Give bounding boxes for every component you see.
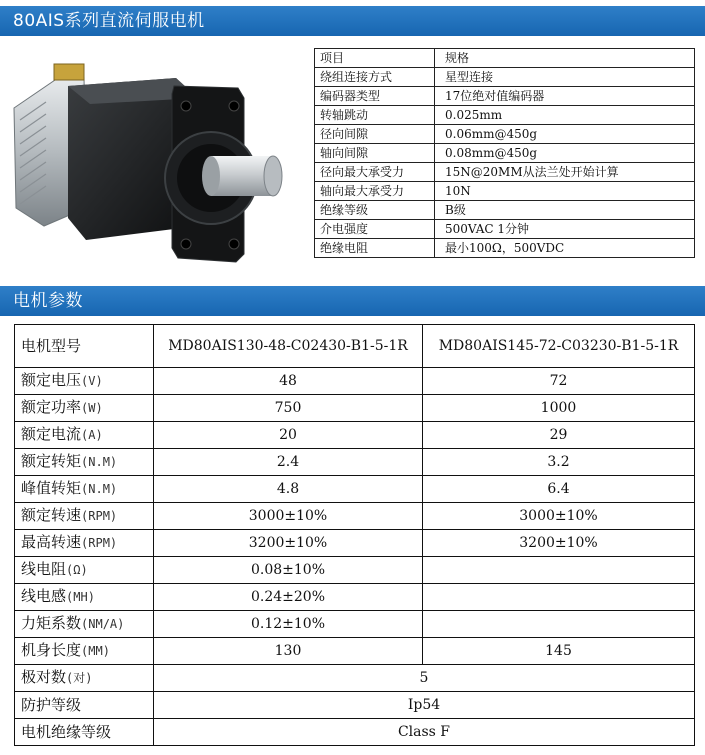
table-row [15, 422, 695, 449]
table-row [15, 530, 695, 557]
shared-value: Ip54 [154, 692, 695, 719]
row-unit: (W) [81, 401, 103, 415]
row-unit: (MM) [81, 644, 110, 658]
row-label [15, 395, 154, 422]
row-label-text: 最高转速 [21, 533, 82, 551]
row-label-text: 电机绝缘等级 [21, 722, 112, 741]
table-row [15, 638, 695, 665]
row-label-text: 额定功率 [21, 398, 82, 416]
spec-value: B级 [435, 201, 695, 220]
table-row [315, 106, 695, 125]
model-1-value: 0.24±20% [154, 584, 423, 611]
spec-value: 0.08mm@450g [435, 144, 695, 163]
model-2-value: 6.4 [423, 476, 695, 503]
table-row [15, 368, 695, 395]
model-2-value [423, 557, 695, 584]
row-label-text: 额定电压 [21, 371, 82, 389]
spec-value: 15N@20MM从法兰处开始计算 [435, 163, 695, 182]
model-2-name: MD80AIS145-72-C03230-B1-5-1R [423, 325, 695, 368]
row-label-text: 峰值转矩 [21, 479, 82, 497]
spec-key: 介电强度 [315, 220, 435, 239]
table-row [15, 665, 695, 692]
model-1-value: 2.4 [154, 449, 423, 476]
spec-value: 规格 [435, 49, 695, 68]
table-row [315, 87, 695, 106]
row-label-text: 额定转速 [21, 506, 82, 524]
table-row [15, 557, 695, 584]
row-label [15, 719, 154, 746]
row-label [15, 557, 154, 584]
row-label: 电机型号 [15, 325, 154, 368]
model-1-value: 3200±10% [154, 530, 423, 557]
row-label [15, 449, 154, 476]
row-label-text: 极对数 [21, 668, 67, 686]
row-label [15, 476, 154, 503]
row-label [15, 611, 154, 638]
model-1-value: 48 [154, 368, 423, 395]
shared-value: 5 [154, 665, 695, 692]
table-row [315, 201, 695, 220]
model-2-value: 1000 [423, 395, 695, 422]
spec-key: 编码器类型 [315, 87, 435, 106]
row-unit: (对) [66, 671, 93, 685]
table-row [15, 449, 695, 476]
row-unit: (N.M) [81, 455, 118, 469]
servo-motor-image [6, 58, 306, 278]
model-1-value: 3000±10% [154, 503, 423, 530]
row-label-text: 额定电流 [21, 425, 82, 443]
row-unit: (RPM) [81, 509, 118, 523]
model-1-value: 130 [154, 638, 423, 665]
spec-key: 绝缘等级 [315, 201, 435, 220]
row-label-text: 额定转矩 [21, 452, 82, 470]
table-row [15, 692, 695, 719]
row-label [15, 692, 154, 719]
row-label [15, 665, 154, 692]
spec-key: 绝缘电阻 [315, 239, 435, 258]
table-row [315, 163, 695, 182]
row-label-text: 机身长度 [21, 641, 82, 659]
row-label [15, 422, 154, 449]
table-row [15, 719, 695, 746]
model-1-value: 0.12±10% [154, 611, 423, 638]
row-label-text: 力矩系数 [21, 614, 82, 632]
table-row [315, 125, 695, 144]
row-unit: (RPM) [81, 536, 118, 550]
row-unit: (MH) [66, 590, 95, 604]
spec-value: 星型连接 [435, 68, 695, 87]
row-unit: (N.M) [81, 482, 118, 496]
table-row [15, 476, 695, 503]
table-row [315, 68, 695, 87]
spec-value: 17位绝对值编码器 [435, 87, 695, 106]
spec-key: 绕组连接方式 [315, 68, 435, 87]
row-unit: (Ω) [66, 563, 88, 577]
section-title-series: 80AIS系列直流伺服电机 [0, 6, 705, 36]
spec-key: 径向间隙 [315, 125, 435, 144]
table-row [315, 49, 695, 68]
model-1-name: MD80AIS130-48-C02430-B1-5-1R [154, 325, 423, 368]
row-label-text: 防护等级 [21, 695, 82, 714]
spec-key: 轴向最大承受力 [315, 182, 435, 201]
row-label [15, 584, 154, 611]
model-1-value: 20 [154, 422, 423, 449]
model-1-value: 0.08±10% [154, 557, 423, 584]
table-row [15, 395, 695, 422]
model-1-value: 750 [154, 395, 423, 422]
model-2-value: 3.2 [423, 449, 695, 476]
row-label [15, 503, 154, 530]
spec-key: 径向最大承受力 [315, 163, 435, 182]
table-row [315, 220, 695, 239]
spec-value: 10N [435, 182, 695, 201]
spec-table [314, 48, 695, 258]
model-2-value: 3200±10% [423, 530, 695, 557]
model-2-value: 29 [423, 422, 695, 449]
model-1-value: 4.8 [154, 476, 423, 503]
row-label-text: 线电阻 [21, 560, 67, 578]
row-unit: (V) [81, 374, 103, 388]
model-2-value [423, 584, 695, 611]
spec-key: 转轴跳动 [315, 106, 435, 125]
table-row [15, 584, 695, 611]
row-label [15, 638, 154, 665]
table-row [15, 503, 695, 530]
shared-value: Class F [154, 719, 695, 746]
spec-value: 0.025mm [435, 106, 695, 125]
table-row [315, 239, 695, 258]
params-table [14, 324, 695, 746]
row-label-text: 线电感 [21, 587, 67, 605]
table-row-header [15, 325, 695, 368]
row-label [15, 530, 154, 557]
section-title-params: 电机参数 [0, 286, 705, 316]
row-unit: (A) [81, 428, 103, 442]
model-2-value [423, 611, 695, 638]
spec-value: 最小100Ω，500VDC [435, 239, 695, 258]
row-label [15, 368, 154, 395]
model-2-value: 72 [423, 368, 695, 395]
row-unit: (NM/A) [81, 617, 125, 631]
spec-key: 轴向间隙 [315, 144, 435, 163]
spec-value: 0.06mm@450g [435, 125, 695, 144]
table-row [15, 611, 695, 638]
table-row [315, 182, 695, 201]
model-2-value: 3000±10% [423, 503, 695, 530]
table-row [315, 144, 695, 163]
spec-key: 项目 [315, 49, 435, 68]
spec-value: 500VAC 1分钟 [435, 220, 695, 239]
model-2-value: 145 [423, 638, 695, 665]
